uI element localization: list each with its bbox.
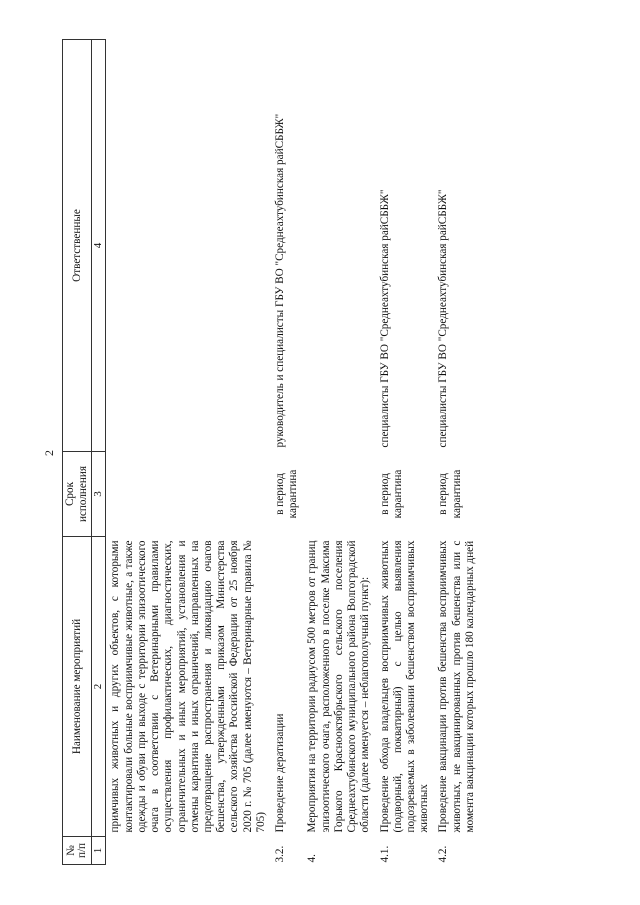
- row-name: Проведение дератизации: [274, 713, 287, 833]
- row-number: 4.: [306, 854, 319, 863]
- row-name: Мероприятия на территории радиусом 500 метров от границ эпизоотического очага, расположенного в поселке Максима Горького Краснооктябрьского сельского поселения Среднеахтубинского муниципального района Волгоградской области (далее именуется – неблагополучный пункт):: [306, 540, 372, 833]
- row-name: Проведение обхода владельцев восприимчивых животных (подворный, покватирный) с целью выявления подозреваемых в заболевании бешенством восприимчивых животных: [378, 540, 431, 833]
- header-name: Наименование мероприятий: [63, 537, 92, 837]
- column-index-cell: 2: [92, 537, 106, 837]
- row-responsible: руководитель и специалисты ГБУ ВО "Среднеахтубинская райСББЖ": [274, 113, 287, 448]
- row-term: в период карантина: [437, 469, 463, 519]
- row-responsible: специалисты ГБУ ВО "Среднеахтубинская райСББЖ": [378, 189, 391, 448]
- table-row: [376, 40, 435, 865]
- table-row: [434, 40, 480, 865]
- row-number: 4.2.: [437, 845, 450, 863]
- table-row: [106, 40, 271, 865]
- column-index-cell: 3: [92, 452, 106, 537]
- row-term: [106, 452, 271, 537]
- table-row: [303, 40, 375, 865]
- row-number: 3.2.: [274, 845, 287, 863]
- header-row: [63, 40, 92, 865]
- column-index-cell: 1: [92, 837, 106, 865]
- row-number: [106, 837, 271, 865]
- row-term: в период карантина: [274, 469, 300, 519]
- table-row: [271, 40, 303, 865]
- page-number: 2: [42, 450, 56, 456]
- row-responsible: [106, 40, 271, 452]
- column-index-cell: 4: [92, 40, 106, 452]
- row-responsible: специалисты ГБУ ВО "Среднеахтубинская райСББЖ": [437, 189, 450, 448]
- header-term: Срок исполнения: [63, 452, 92, 537]
- header-responsible: Ответственные: [63, 40, 92, 452]
- measures-table: [62, 39, 480, 865]
- row-term: [303, 452, 375, 537]
- row-number: 4.1.: [378, 845, 391, 863]
- row-term: в период карантина: [378, 469, 404, 519]
- row-name: примчивых животных и других объектов, с которыми контактировали больные восприимчивые животные, а также одежды и обуви при выходе с территории эпизоотического очага в соответствии с Ветеринарными правилами осуществления профилактических, диагностических, ограничительных и иных мероприятий, установления и отмены карантина и иных ограничений, направленных на предотвращение распространения и ликвидацию очагов бешенства, утвержденными приказом Министерства сельского хозяйства Российской Федерации от 25 ноября 2020 г. № 705 (далее именуются – Ветеринарные правила № 705): [109, 540, 267, 833]
- row-responsible: [303, 40, 375, 452]
- column-index-row: [92, 40, 106, 865]
- header-num: № п/п: [63, 837, 92, 865]
- row-name: Проведение вакцинации против бешенства восприимчивых животных, не вакцинированных против бешенства или с момента вакцинации которых прошло 180 календарных дней: [437, 540, 476, 833]
